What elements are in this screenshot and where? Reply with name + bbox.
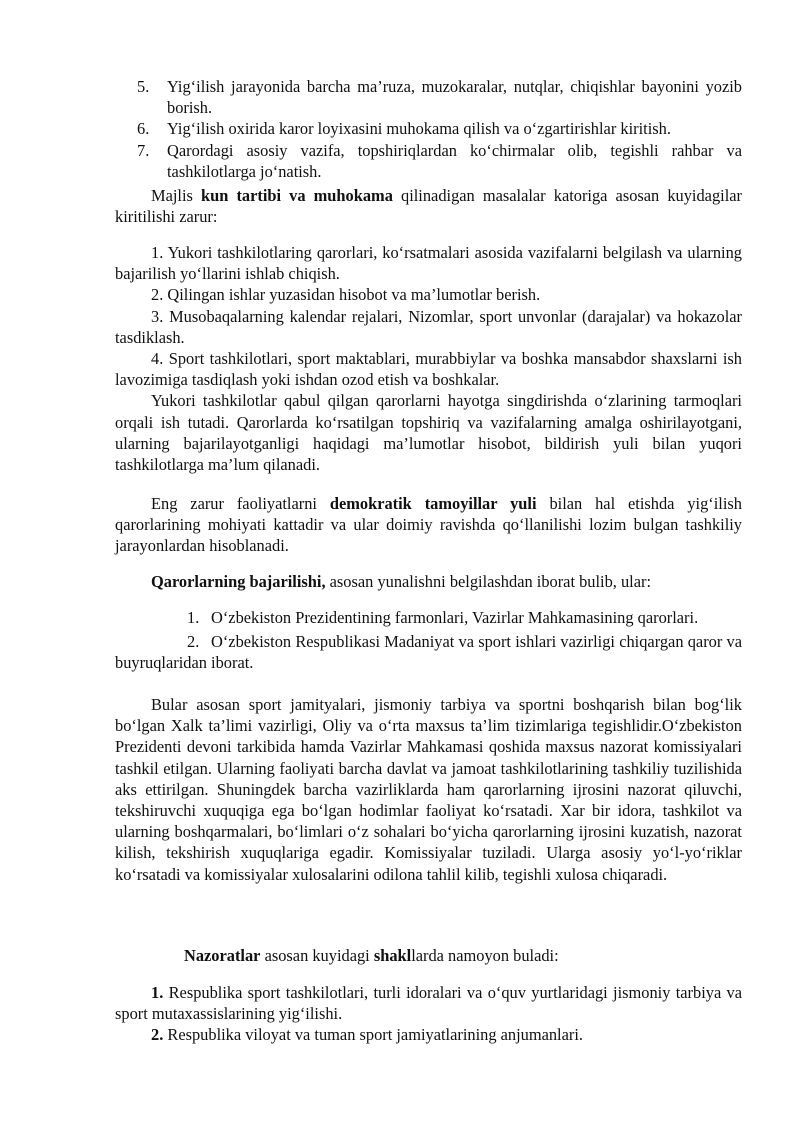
qaror-paragraph — [115, 571, 742, 592]
list-item: 3. Musobaqalarning kalendar rejalari, Nizomlar, sport unvonlar (darajalar) va hokazolar tasdiklash. — [115, 306, 742, 347]
list-text: O‘zbekiston Prezidentining farmonlari, Vazirlar Mahkamasining qarorlari. — [211, 608, 699, 627]
list-item — [115, 140, 742, 182]
bular-paragraph — [115, 694, 742, 885]
nazorat-paragraph — [115, 945, 742, 966]
majlis-pre: Majlis — [151, 186, 201, 205]
list-text: Respublika viloyat va tuman sport jamiyatlarining anjumanlari. — [163, 1025, 583, 1045]
eng-zarur-paragraph — [115, 493, 742, 557]
list-number: 5. — [137, 77, 150, 96]
list-number: 6. — [137, 119, 150, 139]
top-numbered-list — [115, 76, 742, 182]
list-number: 2. — [187, 632, 200, 652]
list-text: Yig‘ilish jarayonida barcha ma’ruza, muzokaralar, nutqlar, chiqishlar bayonini yozib borish. — [167, 77, 742, 118]
list-number: 1. — [187, 608, 200, 627]
list-item — [115, 118, 742, 139]
nazorat-post: larda namoyon buladi: — [411, 946, 559, 965]
list-number: 7. — [137, 140, 150, 160]
bular-text: Bular asosan sport jamityalari, jismoniy tarbiya va sportni boshqarish bilan bog‘lik bo‘lgan Xalk ta’limi vazirligi, Oliy va o‘rta maxsus ta’lim tizimlariga tegishlidir.O‘zbekiston Prezidenti devoni tarkibida hamda Vazirlar Mahkamasi qoshida maxsus nazorat komissiyalari tashkil etilgan. Ularning faoliyati barcha davlat va jamoat tashkilotlarining tashkiliy tuzilishida aks ettirilgan. Shuningdek barcha vazirliklarda ham qarorlarning ijrosini nazorat qiluvchi, tekshiruvchi xuquqiga ega bo‘lgan hodimlar faoliyat ko‘rsatadi. Xar bir idora, tashkilot va ularning boshqarmalari, bo‘limlari o‘z sohalari bo‘yicha qarorlarning ijrosini kuzatish, nazorat kilish, tekshirish xuquqlariga egadir. Komissiyalar tuziladi. Ularga asosiy yo‘l-yo‘riklar ko‘rsatadi va komissiyalar xulosalarini odilona tahlil kilib, tegishli xulosa chiqaradi. — [115, 695, 742, 884]
list-text: Qarordagi asosiy vazifa, topshiriqlardan ko‘chirmalar olib, tegishli rahbar va tashkilotlarga jo‘natish. — [167, 140, 742, 181]
qaror-post: asosan yunalishni belgilashdan iborat bulib, ular: — [325, 572, 652, 591]
list-number: 1. — [151, 983, 164, 1002]
list-item: 4. Sport tashkilotlari, sport maktablari, murabbiylar va boshka mansabdor shaxslarni ish lavozimiga tasdiqlash yoki ishdan ozod etish va boshkalar. — [115, 349, 742, 390]
list-item — [115, 982, 742, 1024]
majlis-bold: kun tartibi va muhokama — [201, 186, 393, 205]
list-item — [115, 631, 742, 673]
list-item: 2. Qilingan ishlar yuzasidan hisobot va ma’lumotlar berish. — [151, 285, 541, 305]
list-number: 2. — [151, 1025, 164, 1045]
list-item — [115, 607, 742, 628]
list-item — [115, 1024, 742, 1045]
eng-pre: Eng zarur faoliyatlarni — [151, 494, 330, 513]
nazorat-list — [115, 982, 742, 1046]
list-text: Yig‘ilish oxirida karor loyixasini muhokama qilish va o‘zgartirishlar kiritish. — [167, 119, 671, 139]
eng-bold: demokratik tamoyillar yuli — [329, 494, 537, 513]
list-item: 1. Yukori tashkilotlaring qarorlari, ko‘rsatmalari asosida vazifalarni belgilash va ularning bajarilish yo‘llarini ishlab chiqish. — [115, 243, 742, 284]
eng-post: bilan hal etishda yig‘ilish qarorlarining mohiyati kattadir va ular doimiy ravishda qo‘llanilishi lozim bulgan tashkiliy jarayonlardan hisoblanadi. — [115, 494, 742, 556]
nazorat-mid: asosan kuyidagi — [260, 946, 374, 965]
list-text: O‘zbekiston Respublikasi Madaniyat va sport ishlari vazirligi chiqargan qaror va buyruqlaridan iborat. — [115, 632, 742, 673]
list-item — [115, 76, 742, 118]
majlis-paragraph — [115, 185, 742, 227]
list-text: Respublika sport tashkilotlari, turli idoralari va o‘quv yurtlaridagi jismoniy tarbiya va sport mutaxassislarining yig‘ilishi. — [115, 983, 742, 1024]
nazorat-bold1: Nazoratlar — [184, 946, 261, 965]
yukori-paragraph: Yukori tashkilotlar qabul qilgan qarorlarni hayotga singdirishda o‘zlarining tarmoqlari orqali ish tutadi. Qarorlarda ko‘rsatilgan topshiriq va vazifalarning amalga oshirilayotgani, ularning bajarilayotganligi haqidagi ma’lumotlar hisobot, bildirish yuli bilan yuqori tashkilotlarga ma’lum qilanadi. — [115, 391, 742, 475]
qaror-list — [115, 607, 742, 674]
agenda-list — [115, 242, 742, 475]
qaror-bold: Qarorlarning bajarilishi, — [151, 572, 326, 591]
majlis-post: qilinadigan masalalar katoriga asosan kuyidagilar kiritilishi zarur: — [115, 186, 742, 227]
nazorat-bold2: shakl — [373, 946, 412, 965]
